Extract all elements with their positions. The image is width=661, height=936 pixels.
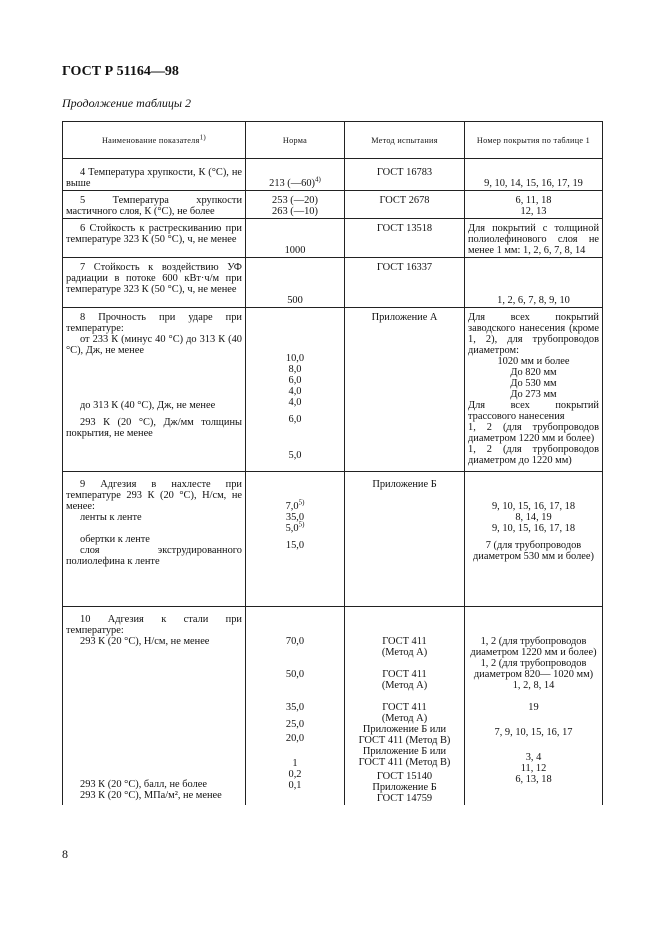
table-row (63, 191, 603, 219)
norm-cell: 253 (—20) 263 (—10) (246, 191, 345, 219)
document-header: ГОСТ Р 51164—98 (62, 64, 179, 79)
coating-cell: Для покрытий с толщиной полиолефинового слоя не менее 1 мм: 1, 2, 6, 7, 8, 14 (465, 219, 603, 258)
table-row (63, 472, 603, 607)
method-cell: Приложение Б (345, 472, 465, 607)
header-norm: Норма (246, 122, 345, 159)
table-row (63, 219, 603, 258)
table-continuation-caption: Продолжение таблицы 2 (62, 96, 192, 110)
table-row (63, 308, 603, 472)
table-row (63, 258, 603, 308)
norm-cell: 7,0$^{5)}$ 35,0 5,0$^{5)}$ 15,0 (246, 472, 345, 607)
indicator-cell: 8 Прочность при ударе при температуре: от 233 К (минус 40 °С) до 313 К (40 °С), Дж, не менее до 313 К (40 °С), Дж, не менее 293 К (20 °С), Дж/мм толщины покрытия, не менее (63, 308, 246, 472)
header-indicator: Наименование показателя$^{1)}$ (63, 122, 246, 159)
norm-cell: 70,0 50,0 35,0 25,0 20,0 1 0,2 0,1 (246, 607, 345, 806)
norm-cell: 500 (246, 258, 345, 308)
table-row (63, 159, 603, 191)
header-test-method: Метод испытания (345, 122, 465, 159)
method-cell: ГОСТ 16783 (345, 159, 465, 191)
indicator-cell: 10 Адгезия к стали при температуре: 293 К (20 °С), Н/см, не менее 293 К (20 °С), балл, не более 293 К (20 °С), МПа/м², не менее (63, 607, 246, 806)
coating-cell: 9, 10, 15, 16, 17, 18 8, 14, 19 9, 10, 15, 16, 17, 18 7 (для трубопроводов диаметром 530 мм и более) (465, 472, 603, 607)
indicator-cell: 7 Стойкость к воздействию УФ радиации в потоке 600 кВт·ч/м при температуре 323 К (50 °С), ч, не менее (63, 258, 246, 308)
table-row (63, 607, 603, 806)
norm-cell: 10,0 8,0 6,0 4,0 4,0 6,0 5,0 (246, 308, 345, 472)
indicator-cell: 5 Температура хрупкости мастичного слоя, К (°С), не более (63, 191, 246, 219)
method-cell: ГОСТ 16337 (345, 258, 465, 308)
coating-cell: 9, 10, 14, 15, 16, 17, 19 (465, 159, 603, 191)
coating-cell: 1, 2 (для трубопроводов диаметром 1220 мм и более) 1, 2 (для трубопроводов диаметром 820— 1020 мм) 1, 2, 8, 14 19 7, 9, 10, 15, 16, 17 3, 4 11, 12 6, 13, 18 (465, 607, 603, 806)
specification-table (62, 121, 603, 805)
coating-cell: 1, 2, 6, 7, 8, 9, 10 (465, 258, 603, 308)
coating-cell: 6, 11, 18 12, 13 (465, 191, 603, 219)
indicator-cell: 4 Температура хрупкости, К (°С), не выше (63, 159, 246, 191)
header-coating-number: Номер покрытия по таблице 1 (465, 122, 603, 159)
table-header-row (63, 122, 603, 159)
coating-cell: Для всех покрытий заводского нанесения (кроме 1, 2), для трубопроводов диаметром: 1020 мм и более До 820 мм До 530 мм До 273 мм Для всех покрытий трассового нанесения 1, 2 (для трубопроводов диаметром 1220 мм и более) 1, 2 (для трубопроводов диаметром до 1220 мм) (465, 308, 603, 472)
method-cell: ГОСТ 13518 (345, 219, 465, 258)
norm-cell: 213 (—60)$^{4)}$ (246, 159, 345, 191)
method-cell: Приложение А (345, 308, 465, 472)
page-number: 8 (62, 847, 68, 861)
method-cell: ГОСТ 411 (Метод А) ГОСТ 411 (Метод А) ГОСТ 411 (Метод А) Приложение Б или ГОСТ 411 (Метод В) Приложение Б или ГОСТ 411 (Метод В) ГОСТ 15140 Приложение Б ГОСТ 14759 (345, 607, 465, 806)
indicator-cell: 9 Адгезия в нахлесте при температуре 293 К (20 °С), Н/см, не менее: ленты к ленте обертки к ленте слоя экструдированного полиолефина к ленте (63, 472, 246, 607)
method-cell: ГОСТ 2678 (345, 191, 465, 219)
indicator-cell: 6 Стойкость к растрескиванию при температуре 323 К (50 °С), ч, не менее (63, 219, 246, 258)
norm-cell: 1000 (246, 219, 345, 258)
